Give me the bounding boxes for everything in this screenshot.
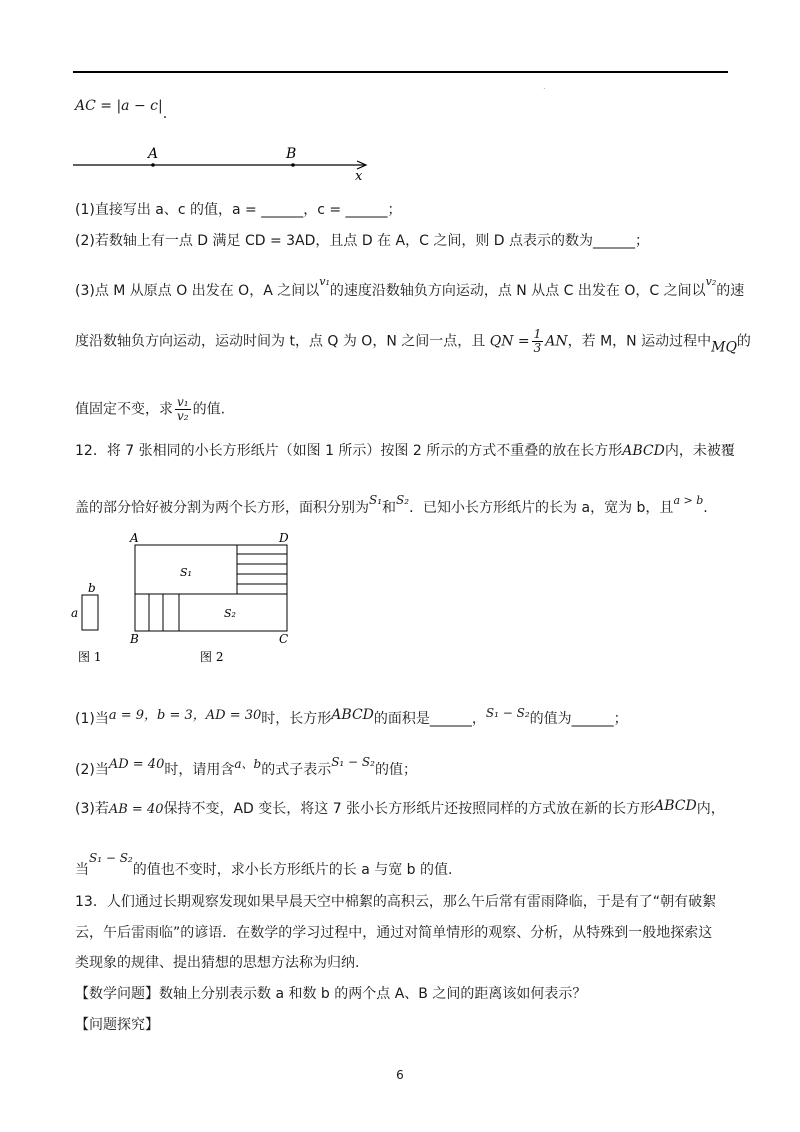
- question-11-3-line-1: [75, 272, 744, 301]
- q12-2c: 时，请用含: [164, 762, 235, 778]
- q12-3c: 保持不变，AD 变长，将这 7 张小长方形纸片还按照同样的方式放在新的长方形: [163, 801, 655, 817]
- q12-3d: ABCD: [654, 798, 697, 814]
- q12-1e: 的面积是______，: [373, 711, 486, 727]
- page-number: 6: [396, 1068, 404, 1082]
- p12b-part2: ．已知小长方形纸片的长为 a，宽为 b，且: [409, 500, 674, 516]
- point-a-label: A: [148, 146, 159, 162]
- q12-3e: 内，: [696, 801, 725, 817]
- header-rule: [73, 71, 728, 73]
- small-rectangle: [82, 595, 98, 630]
- q11-3a-v2: v₂: [705, 275, 717, 288]
- number-line: [70, 140, 380, 184]
- q11-3b-frac-num: 1: [533, 327, 542, 341]
- q12-1b: a = 9，b = 3，AD = 30: [108, 708, 262, 723]
- p12a-abcd: ABCD: [622, 443, 665, 459]
- q11-3b-an: AN: [545, 333, 568, 350]
- q12-2f: S₁ − S₂: [331, 755, 375, 769]
- fig2-label-s1: S₁: [180, 566, 192, 579]
- p12a-part2: 内，未被覆: [664, 443, 735, 459]
- formula-ac: [75, 96, 167, 124]
- fig2-label-d: D: [279, 531, 289, 545]
- question-11-1: (1)直接写出 a、c 的值，a = ______，c = ______；: [75, 202, 402, 218]
- p12b-ab: a > b: [673, 494, 704, 507]
- axis-x-label: x: [355, 169, 363, 184]
- q12-2e: 的式子表示: [261, 762, 332, 778]
- q11-3b-part1: 度沿数轴负方向运动，运动时间为 t，点 Q 为 O，N 之间一点，且: [75, 333, 486, 350]
- q11-3b-mq: MQ: [711, 339, 737, 356]
- question-12-2: [75, 752, 417, 780]
- q12-1g: 的值为______；: [529, 711, 628, 727]
- problem-13-line-5: 【问题探究】: [75, 1017, 159, 1033]
- q11-3b-qn: QN =: [489, 333, 530, 350]
- fig2-caption: 图 2: [200, 650, 224, 664]
- rectangle-abcd: [135, 545, 287, 631]
- question-12-3-line-2: [75, 848, 452, 880]
- q11-3a-part1: (3)点 M 从原点 O 出发在 O，A 之间以: [75, 283, 320, 299]
- figures: [60, 528, 310, 670]
- q11-3b-fraction: [532, 328, 544, 355]
- p12b-and: 和: [382, 500, 397, 516]
- q12-2b: AD = 40: [108, 757, 165, 772]
- formula-ac-tail: .: [162, 106, 168, 122]
- p12b-s2: S₂: [396, 493, 410, 507]
- question-12-3-line-1: [75, 796, 725, 820]
- problem-12-line-2: [75, 490, 708, 518]
- q11-3b-part2: ，若 M，N 运动过程中: [567, 333, 712, 350]
- p12b-part1: 盖的部分恰好被分割为两个长方形，面积分别为: [75, 500, 369, 516]
- problem-13-line-4: 【数学问题】数轴上分别表示数 a 和数 b 的两个点 A、B 之间的距离该如何表示？: [75, 986, 587, 1002]
- fig2-label-b: B: [130, 632, 139, 646]
- q12-2d: a、b: [234, 757, 262, 771]
- q11-3a-v1: v₁: [319, 275, 330, 288]
- q11-3c-frac-den: v₂: [177, 409, 189, 423]
- problem-13-line-3: 类现象的规律、提出猜想的思想方法称为归纳.: [75, 955, 360, 971]
- q11-3b-part3: 的: [736, 333, 751, 350]
- q11-3c-part2: 的值.: [192, 401, 226, 418]
- q11-3c-part1: 值固定不变，求: [75, 401, 173, 418]
- q12-1a: (1)当: [75, 711, 109, 727]
- problem-12-line-1: [75, 441, 735, 461]
- question-11-3-line-2: [75, 328, 751, 358]
- p12b-s1: S₁: [369, 493, 383, 507]
- question-11-2: (2)若数轴上有一点 D 满足 CD = 3AD，且点 D 在 A，C 之间，则 D 点表示的数为______；: [75, 233, 650, 249]
- fig1-label-a: a: [71, 606, 79, 620]
- fig2-label-s2: S₂: [224, 607, 236, 620]
- q12-4b: S₁ − S₂: [89, 851, 133, 865]
- q11-3a-part2: 的速度沿数轴负方向运动，点 N 从点 C 出发在 O，C 之间以: [329, 283, 706, 299]
- question-11-3-line-3: [75, 396, 225, 423]
- q12-3b: AB = 40: [108, 802, 164, 817]
- q12-1f: S₁ − S₂: [485, 706, 530, 720]
- problem-13-line-1: 13．人们通过长期观察发现如果早晨天空中棉絮的高积云，那么午后常有雷雨降临，于是有了“朝有破絮: [75, 894, 717, 910]
- q12-3a: (3)若: [75, 801, 109, 817]
- q11-3c-fraction: [175, 396, 191, 423]
- problem-13-line-2: 云，午后雷雨临”的谚语．在数学的学习过程中，通过对简单情形的观察、分析，从特殊到一般地探索这: [75, 925, 713, 941]
- q12-4a: 当: [75, 862, 89, 878]
- q12-2a: (2)当: [75, 762, 109, 778]
- fig1-label-b: b: [88, 581, 96, 595]
- point-a: [151, 163, 155, 167]
- q12-4c: 的值也不变时，求小长方形纸片的长 a 与宽 b 的值.: [132, 862, 453, 878]
- header-dot: .: [543, 82, 546, 91]
- question-12-1: [75, 703, 628, 729]
- p12b-part3: .: [703, 500, 708, 516]
- fig2-label-c: C: [279, 632, 289, 646]
- q11-3b-frac-den: 3: [533, 341, 542, 355]
- q12-2g: 的值；: [374, 762, 417, 778]
- q11-3a-part3: 的速: [716, 283, 745, 299]
- q11-3c-frac-num: v₁: [177, 395, 189, 409]
- fig2-label-a: A: [130, 531, 139, 545]
- q12-1d: ABCD: [331, 707, 374, 723]
- point-b-label: B: [286, 146, 297, 162]
- p12a-part1: 12．将 7 张相同的小长方形纸片（如图 1 所示）按图 2 所示的方式不重叠的放在长方形: [75, 443, 623, 459]
- fig1-caption: 图 1: [78, 650, 102, 664]
- formula-ac-text: AC = |a − c|: [75, 98, 163, 114]
- point-b: [291, 163, 295, 167]
- q12-1c: 时，长方形: [261, 711, 332, 727]
